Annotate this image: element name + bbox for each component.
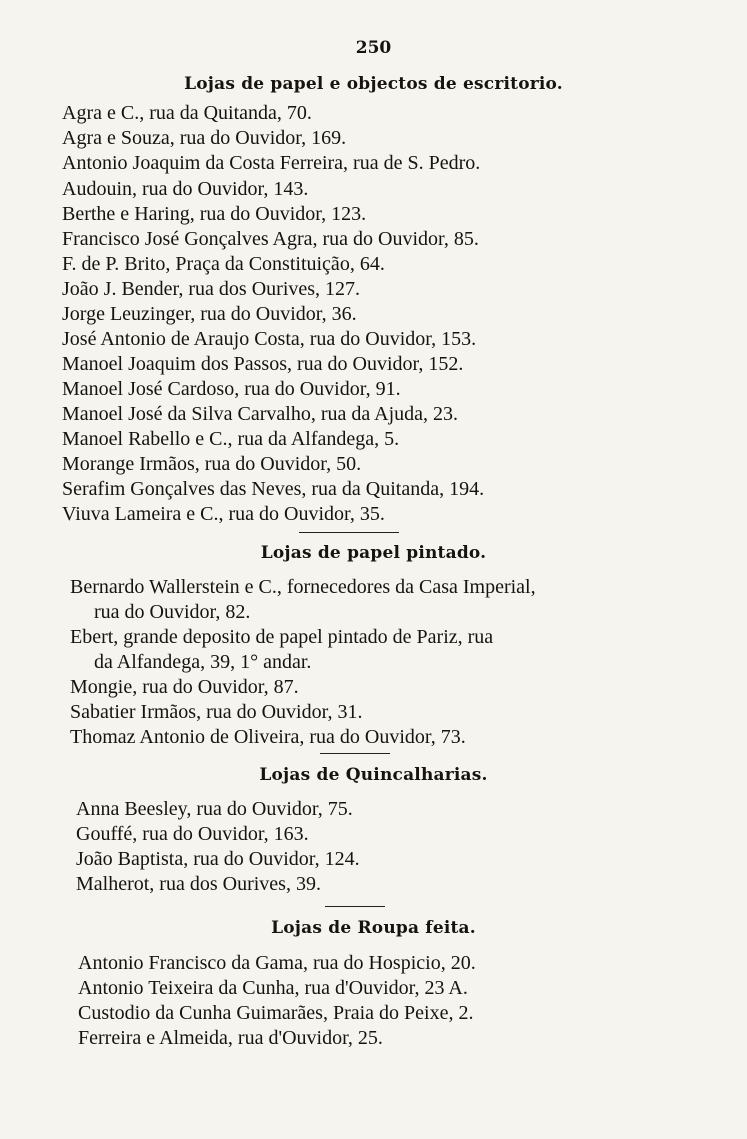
entry: Anna Beesley, rua do Ouvidor, 75. (76, 798, 353, 820)
entry: Ebert, grande deposito de papel pintado de Pariz, rua (70, 626, 494, 648)
entry: Gouffé, rua do Ouvidor, 163. (76, 823, 309, 845)
entry-continuation: rua do Ouvidor, 82. (94, 601, 251, 623)
section-divider (325, 906, 385, 907)
entry: Custodio da Cunha Guimarães, Praia do Peixe, 2. (78, 1002, 474, 1024)
entry: Jorge Leuzinger, rua do Ouvidor, 36. (62, 303, 357, 325)
section-heading-papel-escritorio: Lojas de papel e objectos de escritorio. (184, 74, 563, 94)
entry: João J. Bender, rua dos Ourives, 127. (62, 278, 361, 300)
entry: Manoel Rabello e C., rua da Alfandega, 5. (62, 428, 400, 450)
entry: Manoel Joaquim dos Passos, rua do Ouvidor, 152. (62, 353, 464, 375)
entry: Antonio Francisco da Gama, rua do Hospicio, 20. (78, 952, 476, 974)
entry: Audouin, rua do Ouvidor, 143. (62, 178, 309, 200)
entry: Sabatier Irmãos, rua do Ouvidor, 31. (70, 701, 363, 723)
section-heading-papel-pintado: Lojas de papel pintado. (260, 543, 487, 563)
entry: Viuva Lameira e C., rua do Ouvidor, 35. (62, 503, 385, 525)
entry: João Baptista, rua do Ouvidor, 124. (76, 848, 360, 870)
entry: Bernardo Wallerstein e C., fornecedores da Casa Imperial, (70, 576, 536, 598)
entry: Antonio Teixeira da Cunha, rua d'Ouvidor, 23 A. (78, 977, 468, 999)
entry: Agra e C., rua da Quitanda, 70. (62, 102, 312, 124)
entry: Manoel José da Silva Carvalho, rua da Ajuda, 23. (62, 403, 459, 425)
section-heading-roupa-feita: Lojas de Roupa feita. (271, 918, 476, 938)
entry: Antonio Joaquim da Costa Ferreira, rua de S. Pedro. (62, 152, 481, 174)
entry: Manoel José Cardoso, rua do Ouvidor, 91. (62, 378, 401, 400)
entry: Thomaz Antonio de Oliveira, rua do Ouvidor, 73. (70, 726, 466, 748)
entry: Agra e Souza, rua do Ouvidor, 169. (62, 127, 347, 149)
entry: Morange Irmãos, rua do Ouvidor, 50. (62, 453, 362, 475)
section-divider (299, 532, 399, 533)
entry: Malherot, rua dos Ourives, 39. (76, 873, 321, 895)
entry: Ferreira e Almeida, rua d'Ouvidor, 25. (78, 1027, 383, 1049)
entry: Francisco José Gonçalves Agra, rua do Ouvidor, 85. (62, 228, 479, 250)
entry: Mongie, rua do Ouvidor, 87. (70, 676, 299, 698)
section-heading-quincalharias: Lojas de Quincalharias. (259, 765, 488, 785)
section-divider (320, 753, 390, 754)
page-number: 250 (355, 38, 392, 58)
entry: Serafim Gonçalves das Neves, rua da Quitanda, 194. (62, 478, 485, 500)
entry-continuation: da Alfandega, 39, 1° andar. (94, 651, 312, 673)
entry: F. de P. Brito, Praça da Constituição, 64. (62, 253, 385, 275)
entry: Berthe e Haring, rua do Ouvidor, 123. (62, 203, 367, 225)
entry: José Antonio de Araujo Costa, rua do Ouvidor, 153. (62, 328, 477, 350)
